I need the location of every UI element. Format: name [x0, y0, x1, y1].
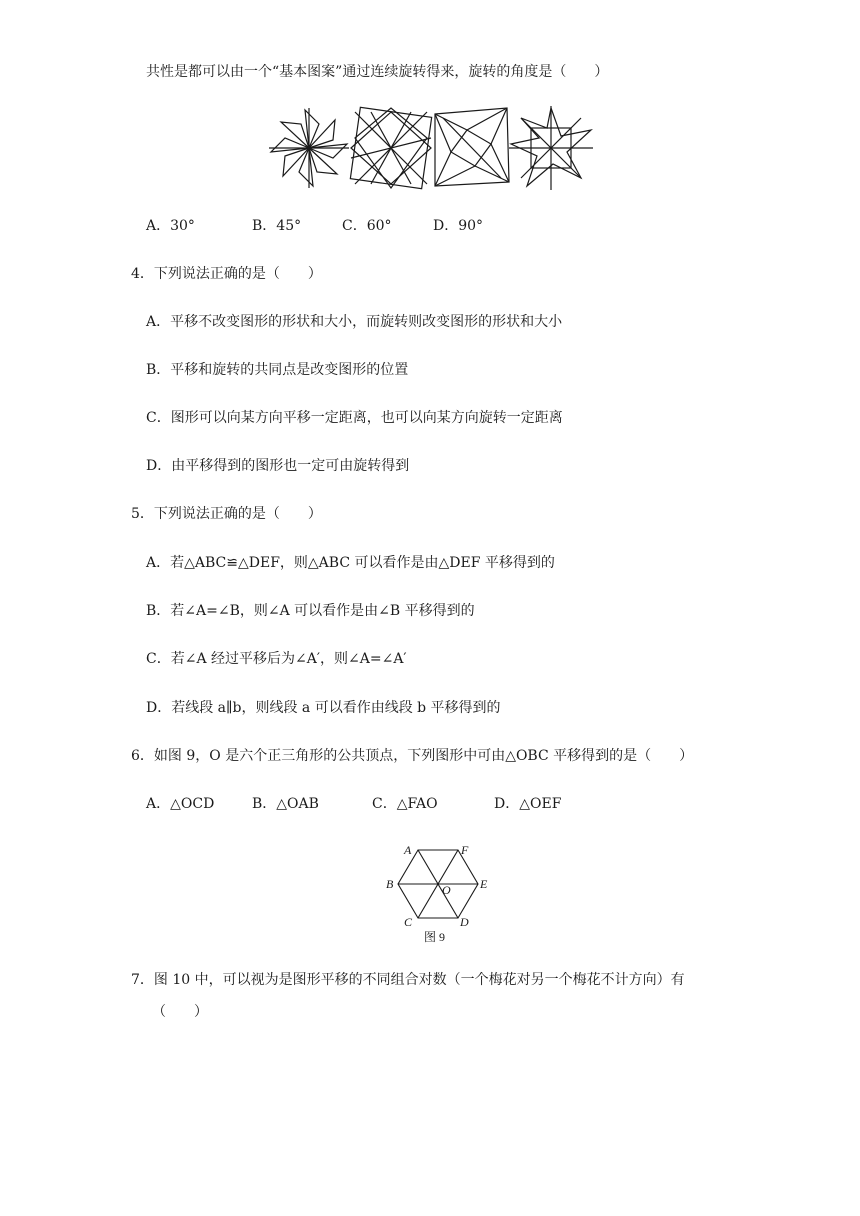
q5-option-c: C．若∠A 经过平移后为∠A′，则∠A=∠A′ — [146, 651, 407, 667]
q4-option-b: B．平移和旋转的共同点是改变图形的位置 — [146, 362, 409, 378]
q3-option-b: B．45° — [252, 218, 302, 234]
q4-option-d: D．由平移得到的图形也一定可由旋转得到 — [146, 458, 410, 474]
q5-option-b: B．若∠A=∠B，则∠A 可以看作是由∠B 平移得到的 — [146, 603, 475, 619]
pattern-3 — [435, 108, 509, 186]
q7-stem-cont: （ ） — [152, 1004, 208, 1020]
q6-stem: 6．如图 9，O 是六个正三角形的公共顶点，下列图形中可由△OBC 平移得到的是（ ） — [131, 748, 694, 764]
q4-option-a: A．平移不改变图形的形状和大小，而旋转则改变图形的形状和大小 — [146, 314, 563, 330]
q5-stem: 5．下列说法正确的是（ ） — [131, 506, 322, 522]
pattern-2 — [350, 107, 431, 188]
q3-option-d: D．90° — [433, 218, 484, 234]
vertex-label-a: A — [404, 843, 412, 857]
figure-9-caption: 图 9 — [424, 930, 446, 944]
vertex-label-d: D — [460, 915, 469, 929]
rotation-patterns-figure — [266, 104, 596, 190]
q5-option-d: D．若线段 a∥b，则线段 a 可以看作由线段 b 平移得到的 — [146, 700, 501, 716]
pattern-1 — [269, 108, 349, 188]
q3-option-c: C．60° — [342, 218, 392, 234]
pattern-4 — [509, 106, 593, 190]
q5-option-a: A．若△ABC≌△DEF，则△ABC 可以看作是由△DEF 平移得到的 — [146, 555, 555, 571]
q6-option-c: C．△FAO — [372, 796, 438, 812]
q3-stem-tail: 共性是都可以由一个“基本图案”通过连续旋转得来，旋转的角度是（ ） — [146, 64, 609, 80]
q4-stem: 4．下列说法正确的是（ ） — [131, 266, 322, 282]
vertex-label-b: B — [386, 877, 394, 891]
vertex-label-f: F — [461, 843, 469, 857]
q6-option-a: A．△OCD — [146, 796, 215, 812]
figure-9-hexagon — [382, 842, 494, 946]
q6-option-b: B．△OAB — [252, 796, 319, 812]
vertex-label-o: O — [442, 883, 451, 897]
q3-option-a: A．30° — [146, 218, 195, 234]
vertex-label-c: C — [404, 915, 413, 929]
q4-option-c: C．图形可以向某方向平移一定距离，也可以向某方向旋转一定距离 — [146, 410, 563, 426]
vertex-label-e: E — [480, 877, 488, 891]
q7-stem: 7．图 10 中，可以视为是图形平移的不同组合对数（一个梅花对另一个梅花不计方向）有 — [131, 972, 685, 988]
q6-option-d: D．△OEF — [494, 796, 562, 812]
